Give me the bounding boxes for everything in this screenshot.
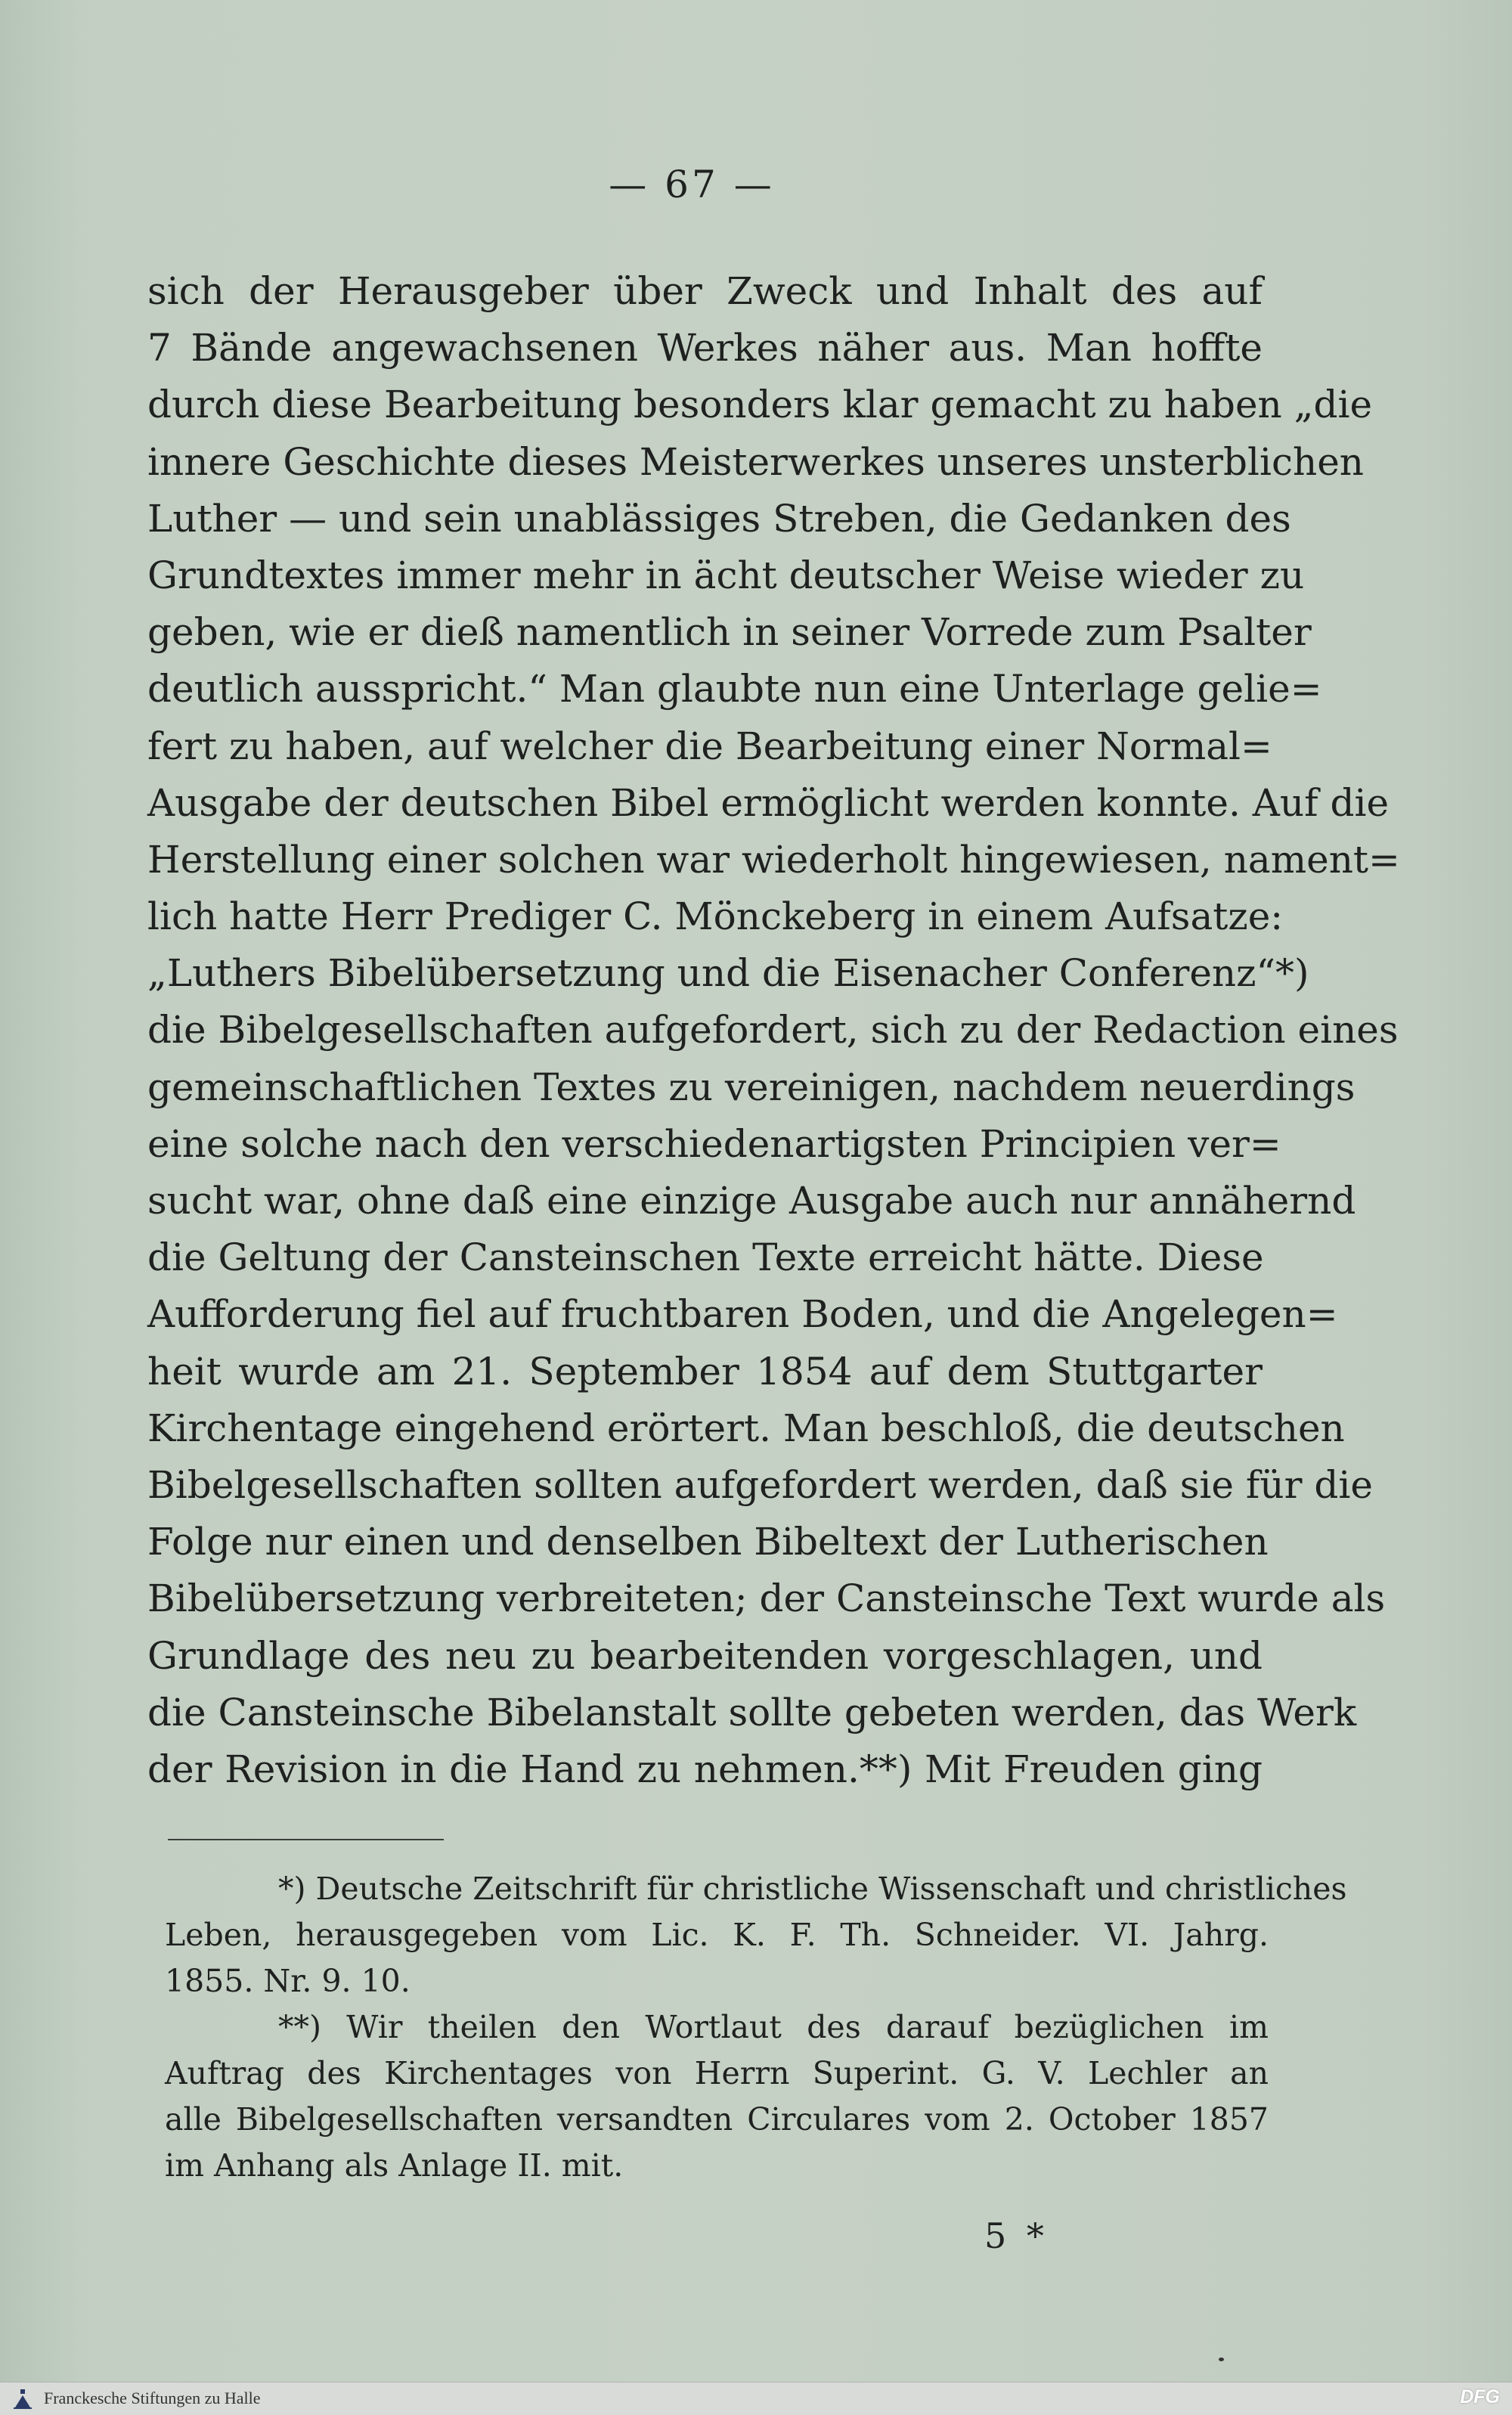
text-line: deutlich ausspricht.“ Man glaubte nun eine Unterlage gelie= (147, 667, 1322, 711)
text-line: Luther — und sein unablässiges Streben, die Gedanken des (147, 496, 1291, 541)
text-line: Bibelgesellschaften sollten aufgefordert werden, daß sie für die (147, 1462, 1373, 1507)
printer-signature: 5 * (984, 2215, 1049, 2256)
text-line: geben, wie er dieß namentlich in seiner Vorrede zum Psalter (147, 610, 1312, 655)
text-line: innere Geschichte dieses Meisterwerkes unseres unsterblichen (147, 439, 1365, 484)
text-line: die Cansteinsche Bibelanstalt sollte gebeten werden, das Werk (147, 1690, 1357, 1735)
text-line: eine solche nach den verschiedenartigsten Principien ver= (147, 1121, 1281, 1166)
text-line: die Bibelgesellschaften aufgefordert, sich zu der Redaction eines (147, 1008, 1399, 1052)
text-line: die Geltung der Cansteinschen Texte erreicht hätte. Diese (147, 1235, 1264, 1280)
footnote-divider (168, 1839, 444, 1840)
text-line: der Revision in die Hand zu nehmen.**) Mit Freuden ging (147, 1747, 1263, 1791)
page-number: — 67 — (609, 163, 775, 206)
text-line: Grundlage des neu zu bearbeitenden vorgeschlagen, und (147, 1633, 1263, 1678)
footnotes (165, 1866, 1347, 2189)
footnote-line: alle Bibelgesellschaften versandten Circulares vom 2. October 1857 (165, 2101, 1269, 2138)
text-line: sich der Herausgeber über Zweck und Inhalt des auf (147, 269, 1263, 313)
text-line: Herstellung einer solchen war wiederholt hingewiesen, nament= (147, 837, 1400, 882)
footnote-line: Leben, herausgegeben vom Lic. K. F. Th. Schneider. VI. Jahrg. (165, 1917, 1269, 1953)
text-line: gemeinschaftlichen Textes zu vereinigen, nachdem neuerdings (147, 1065, 1356, 1109)
text-line: Bibelübersetzung verbreiteten; der Cansteinsche Text wurde als (147, 1576, 1386, 1621)
footnote-line: Auftrag des Kirchentages von Herrn Superint. G. V. Lechler an (165, 2055, 1269, 2091)
text-line: Aufforderung fiel auf fruchtbaren Boden, und die Angelegen= (147, 1292, 1338, 1337)
footnote-line: 1855. Nr. 9. 10. (165, 1963, 411, 1999)
ink-speck (1219, 2358, 1224, 2361)
text-line: Grundtextes immer mehr in ächt deutscher Weise wieder zu (147, 553, 1305, 597)
text-line: Folge nur einen und denselben Bibeltext der Lutherischen (147, 1520, 1269, 1564)
dfg-badge: DFG (1460, 2386, 1500, 2407)
text-line: sucht war, ohne daß eine einzige Ausgabe auch nur annähernd (147, 1179, 1356, 1223)
institution-label: Franckesche Stiftungen zu Halle (44, 2389, 261, 2407)
text-line: „Luthers Bibelübersetzung und die Eisenacher Conferenz“*) (147, 951, 1309, 996)
footnote-line: im Anhang als Anlage II. mit. (165, 2147, 624, 2184)
text-line: fert zu haben, auf welcher die Bearbeitung einer Normal= (147, 724, 1272, 768)
footnote-line: *) Deutsche Zeitschrift für christliche Wissenschaft und christliches (278, 1871, 1347, 1907)
text-line: durch diese Bearbeitung besonders klar gemacht zu haben „die (147, 383, 1373, 427)
footnote-line: **) Wir theilen den Wortlaut des darauf bezüglichen im (278, 2009, 1269, 2045)
text-line: lich hatte Herr Prediger C. Mönckeberg in einem Aufsatze: (147, 894, 1284, 939)
franckesche-logo-icon (11, 2388, 35, 2410)
text-line: 7 Bände angewachsenen Werkes näher aus. Man hoffte (147, 326, 1263, 370)
body-text (147, 263, 1400, 1798)
text-line: heit wurde am 21. September 1854 auf dem Stuttgarter (147, 1349, 1263, 1394)
text-line: Ausgabe der deutschen Bibel ermöglicht werden konnte. Auf die (147, 780, 1390, 825)
text-line: Kirchentage eingehend erörtert. Man beschloß, die deutschen (147, 1406, 1345, 1450)
viewer-footer (0, 2382, 1512, 2415)
